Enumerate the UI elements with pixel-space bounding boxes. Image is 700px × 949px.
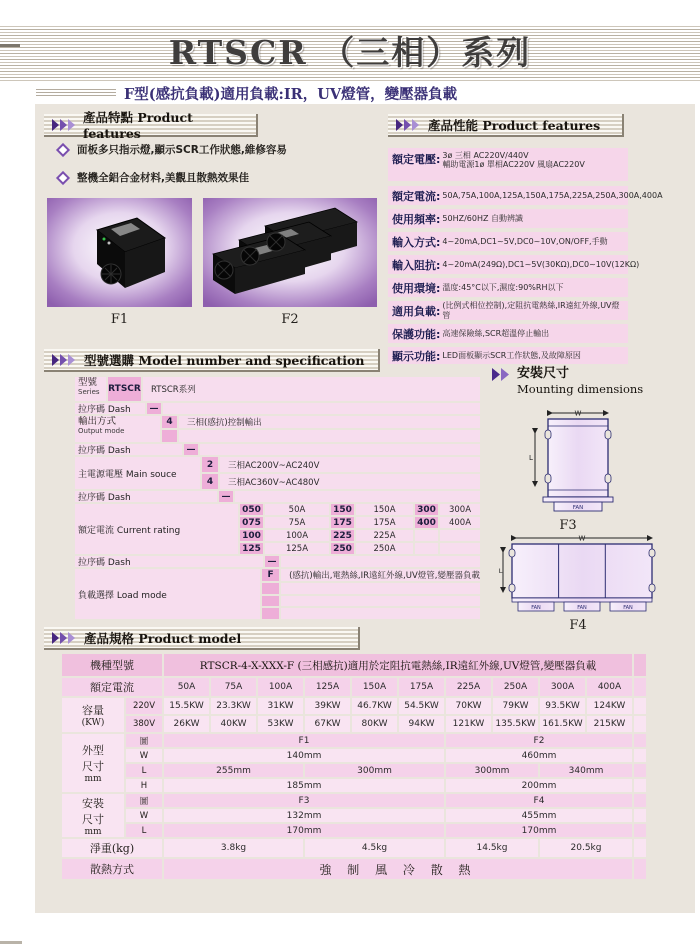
spec-row: 保護功能: 高速保險絲,SCR超溫停止輸出 <box>388 324 628 343</box>
spec-row: 輸入方式: 4~20mA,DC1~5V,DC0~10V,ON/OFF,手動 <box>388 232 628 251</box>
product-photo-f1 <box>47 198 192 307</box>
subtitle-row <box>36 84 457 102</box>
model-row-dash: 拉序碼 Dash — <box>75 444 480 455</box>
table-row-outline-l: L 255mm 300mm 300mm 340mm <box>62 764 646 777</box>
triple-chevron-icon <box>52 119 76 131</box>
l-dim-label: L <box>529 454 533 462</box>
model-row-dash: 拉序碼 Dash — <box>75 403 480 414</box>
series-code: RTSCR <box>108 377 141 401</box>
mounting-diagram-f3 <box>518 406 618 520</box>
feature-text: 面板多只指示燈,顯示SCR工作狀態,維修容易 <box>77 144 287 156</box>
mounting-diagram-f4 <box>498 532 658 622</box>
page-subtitle: F型(感抗負載)適用負載:IR，UV燈管，變壓器負載 <box>124 85 458 103</box>
svg-text:FAN: FAN <box>623 605 633 611</box>
triple-chevron-icon <box>396 119 421 131</box>
section-header-product-model <box>44 627 360 650</box>
triple-chevron-icon <box>52 354 77 366</box>
fan-label: FAN <box>572 505 584 511</box>
model-row-main-source: 主電源電壓 Main souce 2 三相AC200V~AC240V 4 三相AC360V~AC480V <box>75 457 480 489</box>
feature-text: 整機全鋁合金材料,美觀且散熱效果佳 <box>77 172 249 184</box>
photo-label-f2: F2 <box>281 312 299 327</box>
product-photo-f2 <box>203 198 377 307</box>
table-row-outline-h: H 185mm 200mm <box>62 779 646 792</box>
table-row-current: 額定電流 50A 75A 100A 125A 150A 175A 225A 250A 300A 400A <box>62 678 646 696</box>
mounting-label: 安裝 尺寸 mm <box>62 794 124 837</box>
section-header-model-selection <box>44 349 380 372</box>
diagram-label-f4: F4 <box>569 618 587 633</box>
model-row-output-mode: 輸出方式 Output mode 4 三相(感抗)控制輸出 <box>75 416 480 442</box>
feature-item <box>58 142 287 157</box>
svg-text:FAN: FAN <box>577 605 587 611</box>
product-spec-table <box>60 652 648 881</box>
svg-text:FAN: FAN <box>531 605 541 611</box>
table-row-weight: 淨重(kg) 3.8kg 4.5kg 14.5kg 20.5kg <box>62 839 646 857</box>
outline-label: 外型 尺寸 mm <box>62 734 124 792</box>
photo-label-f1: F1 <box>110 312 129 327</box>
w-dim-label: W <box>574 409 582 418</box>
table-row-cooling: 散熱方式 強 制 風 冷 散 熱 <box>62 859 646 879</box>
table-row-model <box>62 654 646 676</box>
mounting-dimensions-header: 安裝尺寸 Mounting dimensions <box>492 366 643 397</box>
section-header-performance <box>388 114 624 137</box>
model-row-dash: 拉序碼 Dash — <box>75 491 480 502</box>
stripe-decoration <box>36 89 116 98</box>
double-chevron-icon <box>492 368 510 381</box>
diamond-bullet-icon <box>56 142 70 156</box>
section-title: 型號選購 Model number and specification <box>84 352 365 368</box>
diagram-label-f3: F3 <box>559 518 577 533</box>
spec-row: 適用負載: (比例式相位控制),定阻抗電熱絲,IR遠紅外線,UV燈管 <box>388 301 628 320</box>
capacity-label: 容量 (KW) <box>62 698 124 732</box>
l-dim-label: L <box>498 567 503 575</box>
model-row-series: 型號 Series RTSCR RTSCR系列 <box>75 377 480 401</box>
table-row-outline-fig: 外型 尺寸 mm 圖 F1 F2 <box>62 734 646 747</box>
spec-row: 使用環境: 溫度:45°C以下,濕度:90%RH以下 <box>388 278 628 297</box>
spec-row: 輸入阻抗: 4~20mA(249Ω),DC1~5V(30KΩ),DC0~10V(12KΩ) <box>388 255 628 274</box>
table-row-outline-w: W 140mm 460mm <box>62 749 646 762</box>
section-title: 產品規格 Product model <box>84 630 242 646</box>
section-header-features <box>44 110 258 141</box>
table-row-mounting-w: W 132mm 455mm <box>62 809 646 822</box>
triple-chevron-icon <box>52 632 77 644</box>
corner-mark-top <box>0 44 20 47</box>
table-row-mounting-l: L 170mm 170mm <box>62 824 646 837</box>
table-row-capacity-220: 容量 (KW) 220V 15.5KW 23.3KW 31KW 39KW 46.7KW 54.5KW 70KW 79KW 93.5KW 124KW <box>62 698 646 714</box>
model-row-dash: 拉序碼 Dash — <box>75 556 480 567</box>
corner-mark-bottom <box>0 941 22 944</box>
feature-item <box>58 170 249 185</box>
spec-row: 額定電流: 50A,75A,100A,125A,150A,175A,225A,250A,300A,400A <box>388 186 628 205</box>
table-row-capacity-380: 380V 26KW 40KW 53KW 67KW 80KW 94KW 121KW 135.5KW 161.5KW 215KW <box>62 716 646 732</box>
model-selection-table <box>75 377 480 621</box>
section-title: 產品性能 Product features <box>428 117 601 133</box>
table-row-mounting-fig: 安裝 尺寸 mm 圖 F3 F4 <box>62 794 646 807</box>
spec-row: 使用頻率: 50HZ/60HZ 自動辨識 <box>388 209 628 228</box>
model-code-label: 機種型號 <box>62 654 162 676</box>
diamond-bullet-icon <box>56 170 70 184</box>
model-code-value: RTSCR-4-X-XXX-F (三相感抗)適用於定阻抗電熱絲,IR遠紅外線,UV燈管,變壓器負載 <box>164 654 632 676</box>
spec-row: 額定電壓: 3ø 三相 AC220V/440V 輔助電源1ø 單相AC220V 風扇AC220V <box>388 148 628 181</box>
model-row-current-rating: 額定電流 Current rating 050 50A 150 150A 300 300A 075 75A 175 175A 400 400A 100 100A 225 225A 125 125A 250 250A <box>75 504 480 554</box>
w-dim-label: W <box>578 534 586 543</box>
spec-row: 顯示功能: LED面板顯示SCR工作狀態,及故障原因 <box>388 347 628 364</box>
page-title: RTSCR （三相）系列 <box>168 33 532 72</box>
model-row-load-mode: 負載選擇 Load mode F (感抗)輸出,電熱絲,IR遠紅外線,UV燈管,變壓器負載 <box>75 569 480 619</box>
section-title: 產品特點 Product features <box>82 110 193 141</box>
